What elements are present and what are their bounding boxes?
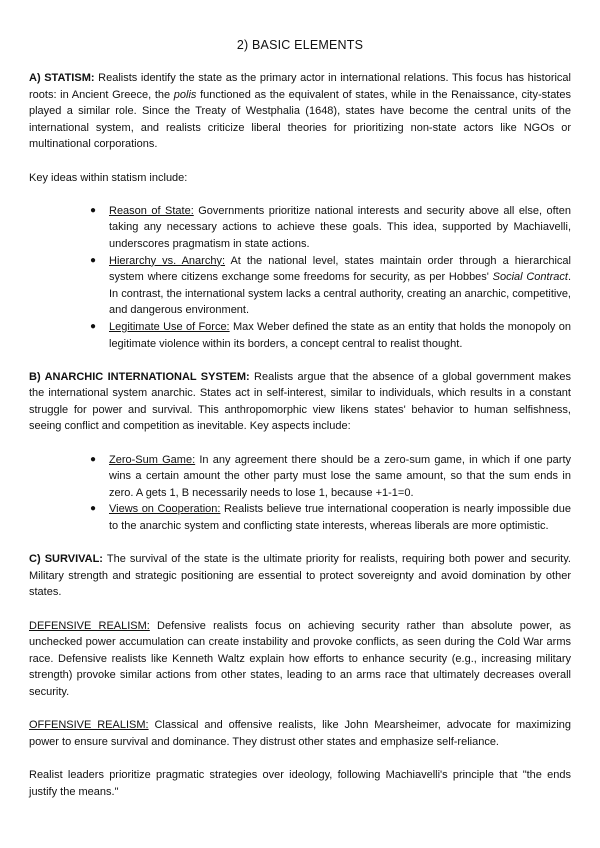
bullet-text: Governments prioritize national interests and security above all else, often taking any necessary actions to achieve these goals. This idea, supported by Machiavelli, underscores pragmatism in state actions. bbox=[109, 204, 571, 250]
statism-intro: Key ideas within statism include: bbox=[29, 171, 188, 184]
bullet-term: Hierarchy vs. Anarchy: bbox=[109, 254, 226, 267]
bullet-icon: ● bbox=[90, 320, 97, 332]
bullet-term: Views on Cooperation: bbox=[109, 503, 221, 516]
list-item bbox=[90, 501, 571, 534]
statism-heading: A) STATISM: bbox=[29, 72, 95, 84]
survival-body: The survival of the state is the ultimate priority for realists, requiring both power and security. Military strength and strategic positioning are essential to protect sovereignty and avoid domination by other states. bbox=[29, 553, 571, 599]
survival-heading: C) SURVIVAL: bbox=[29, 553, 103, 566]
defensive-realism-paragraph bbox=[29, 618, 571, 701]
statism-paragraph bbox=[29, 70, 571, 153]
statism-body-1: Realists identify the state as the primary actor in international relations. This focus has historical roots: in Ancient Greece, the bbox=[29, 72, 571, 101]
closing-paragraph: Realist leaders prioritize pragmatic strategies over ideology, following Machiavelli's principle that "the ends justify the means." bbox=[29, 768, 571, 798]
statism-bullet-list bbox=[29, 203, 571, 352]
anarchic-bullet-list bbox=[29, 452, 571, 535]
list-item bbox=[90, 203, 571, 253]
statism-body-2: functioned as the equivalent of states, while in the Renaissance, city-states played a similar role. Since the Treaty of Westphalia (1648), states have become the central units of the international system, and realists criticize liberal theories for prioritizing non-state actors like NGOs or multinational corporations. bbox=[29, 88, 571, 151]
bullet-icon: ● bbox=[90, 204, 97, 216]
bullet-term: Legitimate Use of Force: bbox=[109, 320, 230, 333]
bullet-icon: ● bbox=[90, 453, 97, 465]
bullet-text: In any agreement there should be a zero-sum game, in which if one party wins a certain amount the other party must lose the same amount, so that the sum ends in zero. A gets 1, B necessarily needs to lose 1, because +1-1=0. bbox=[109, 453, 572, 499]
anarchic-paragraph bbox=[29, 369, 571, 435]
bullet-text: Max Weber defined the state as an entity that holds the monopoly on legitimate violence within its borders, a concept central to realist thought. bbox=[109, 320, 571, 350]
offensive-realism-heading: OFFENSIVE REALISM: bbox=[29, 719, 149, 732]
offensive-realism-body: Classical and offensive realists, like John Mearsheimer, advocate for maximizing power to ensure survival and dominance. They distrust other states and emphasize self-reliance. bbox=[29, 719, 571, 748]
page-title: 2) BASIC ELEMENTS bbox=[236, 38, 364, 52]
bullet-text-cont: . In contrast, the international system lacks a central authority, creating an anarchic, competitive, and dangerous environment. bbox=[109, 271, 571, 317]
defensive-realism-body: Defensive realists focus on achieving security rather than absolute power, as unchecked power accumulation can create instability and provoke conflicts, as seen during the Cold War arms race. Defensive realists like Kenneth Waltz explain how efforts to enhance security (e.g., increasing military strength) provoke similar actions from other states, leading to an arms race that ultimately decreases overall security. bbox=[29, 619, 571, 698]
bullet-term: Zero-Sum Game: bbox=[109, 453, 196, 466]
anarchic-heading: B) ANARCHIC INTERNATIONAL SYSTEM: bbox=[29, 370, 250, 383]
list-item bbox=[90, 253, 571, 319]
bullet-term: Reason of State: bbox=[109, 204, 194, 217]
bullet-icon: ● bbox=[90, 254, 97, 266]
bullet-icon: ● bbox=[90, 503, 97, 515]
anarchic-body: Realists argue that the absence of a global government makes the international system anarchic. States act in self-interest, similar to individuals, which results in a constant struggle for power and survival. This anthropomorphic view likens states' behavior to human selfishness, seeing conflict and competition as inevitable. Key aspects include: bbox=[29, 370, 572, 433]
polis-term: polis bbox=[173, 88, 197, 101]
survival-paragraph bbox=[29, 551, 571, 601]
bullet-text: Realists believe true international cooperation is nearly impossible due to the anarchic system and conflicting state interests, whereas liberals are more optimistic. bbox=[109, 503, 571, 533]
bullet-text: At the national level, states maintain order through a hierarchical system where citizens exchange some freedoms for security, as per Hobbes' bbox=[109, 254, 571, 284]
social-contract-term: Social Contract bbox=[492, 271, 568, 284]
list-item bbox=[90, 452, 572, 502]
offensive-realism-paragraph bbox=[29, 717, 571, 750]
list-item bbox=[90, 319, 571, 352]
defensive-realism-heading: DEFENSIVE REALISM: bbox=[29, 619, 150, 632]
